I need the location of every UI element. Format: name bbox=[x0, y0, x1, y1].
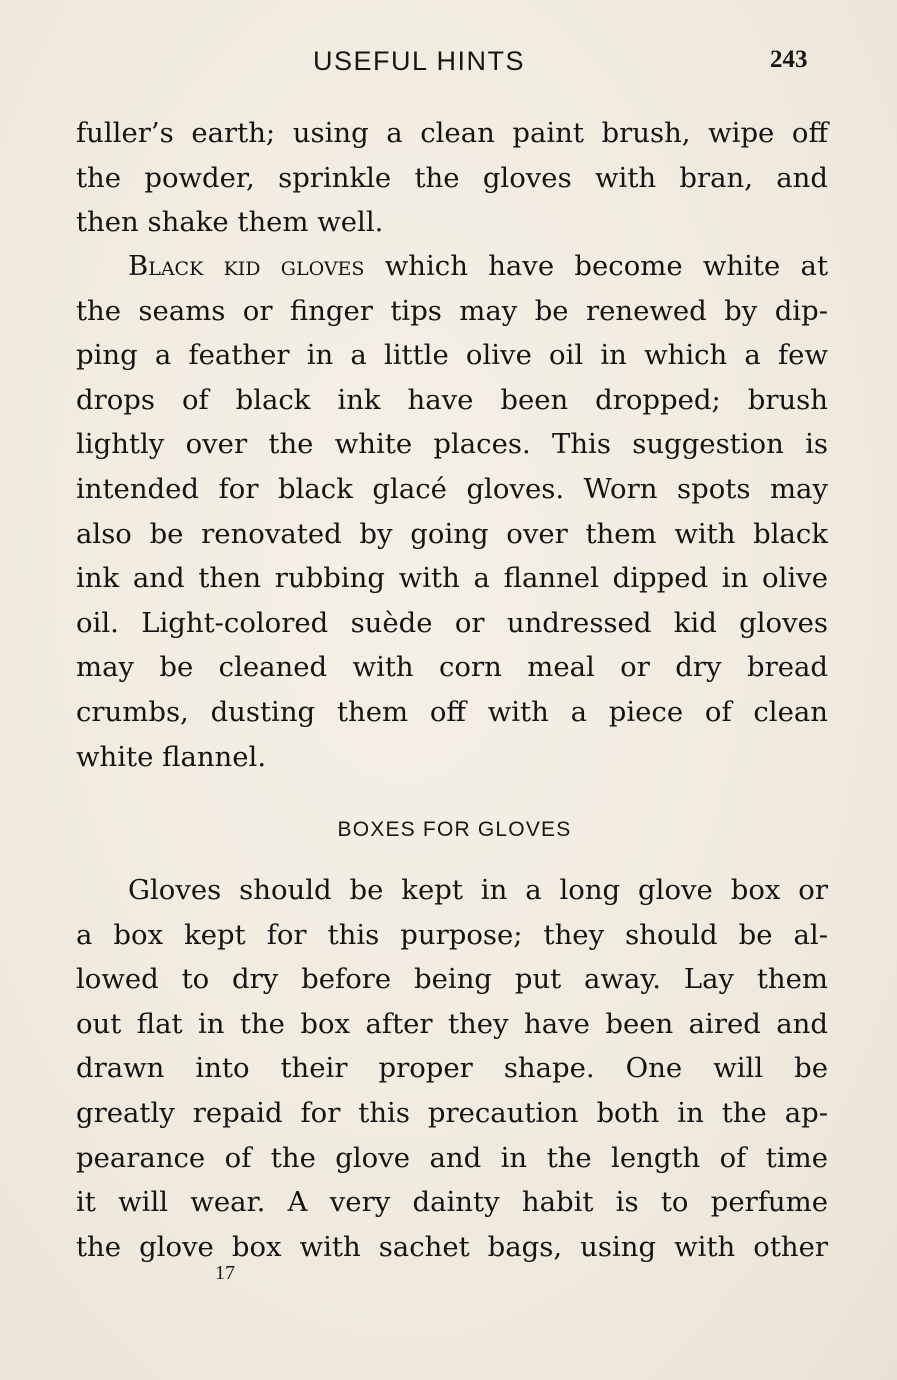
text-line bbox=[76, 244, 828, 289]
text-line: drops of black ink have been dropped; brush bbox=[76, 383, 828, 416]
lead-in-small-caps: Black kid gloves bbox=[128, 250, 365, 282]
text-fragment: which have become white at bbox=[384, 250, 829, 282]
text-line: oil. Light-colored suède or undressed kid gloves bbox=[76, 606, 828, 639]
text-line: drawn into their proper shape. One will be bbox=[76, 1052, 828, 1085]
text-line: may be cleaned with corn meal or dry bread bbox=[76, 651, 828, 684]
paragraph-boxes-for-gloves bbox=[76, 868, 828, 1269]
text-line: ping a feather in a little olive oil in which a few bbox=[76, 339, 828, 372]
text-line: the powder, sprinkle the gloves with bran, and bbox=[76, 161, 828, 194]
text-line: the seams or finger tips may be renewed by dip- bbox=[76, 294, 828, 327]
text-line: it will wear. A very dainty habit is to perfume bbox=[76, 1186, 828, 1219]
text-line: also be renovated by going over them with black bbox=[76, 517, 828, 550]
text-line: Gloves should be kept in a long glove box or bbox=[128, 874, 828, 906]
text-line: lightly over the white places. This suggestion is bbox=[76, 428, 828, 461]
text-line: out flat in the box after they have been aired and bbox=[76, 1007, 828, 1040]
text-line: white flannel. bbox=[76, 740, 267, 773]
paragraph-continued bbox=[76, 111, 828, 245]
text-line: greatly repaid for this precaution both in the ap- bbox=[76, 1096, 828, 1129]
text-line: a box kept for this purpose; they should be al- bbox=[76, 918, 828, 951]
text-line: fuller’s earth; using a clean paint brush, wipe off bbox=[76, 117, 828, 149]
text-line: lowed to dry before being put away. Lay them bbox=[76, 963, 828, 996]
text-line: crumbs, dusting them off with a piece of clean bbox=[76, 695, 828, 728]
text-line: pearance of the glove and in the length of time bbox=[76, 1141, 828, 1174]
paragraph-black-kid-gloves bbox=[76, 244, 828, 779]
running-head bbox=[0, 46, 897, 86]
text-line: the glove box with sachet bags, using with other bbox=[76, 1230, 828, 1263]
text-line: ink and then rubbing with a flannel dipped in olive bbox=[76, 562, 828, 595]
running-title: USEFUL HINTS bbox=[313, 46, 526, 76]
text-line: then shake them well. bbox=[76, 206, 384, 239]
text-line: intended for black glacé gloves. Worn spots may bbox=[76, 472, 828, 505]
signature-mark: 17 bbox=[215, 1262, 235, 1284]
section-heading bbox=[0, 818, 897, 842]
page-number: 243 bbox=[770, 46, 808, 73]
section-heading-text: BOXES FOR GLOVES bbox=[337, 818, 572, 841]
